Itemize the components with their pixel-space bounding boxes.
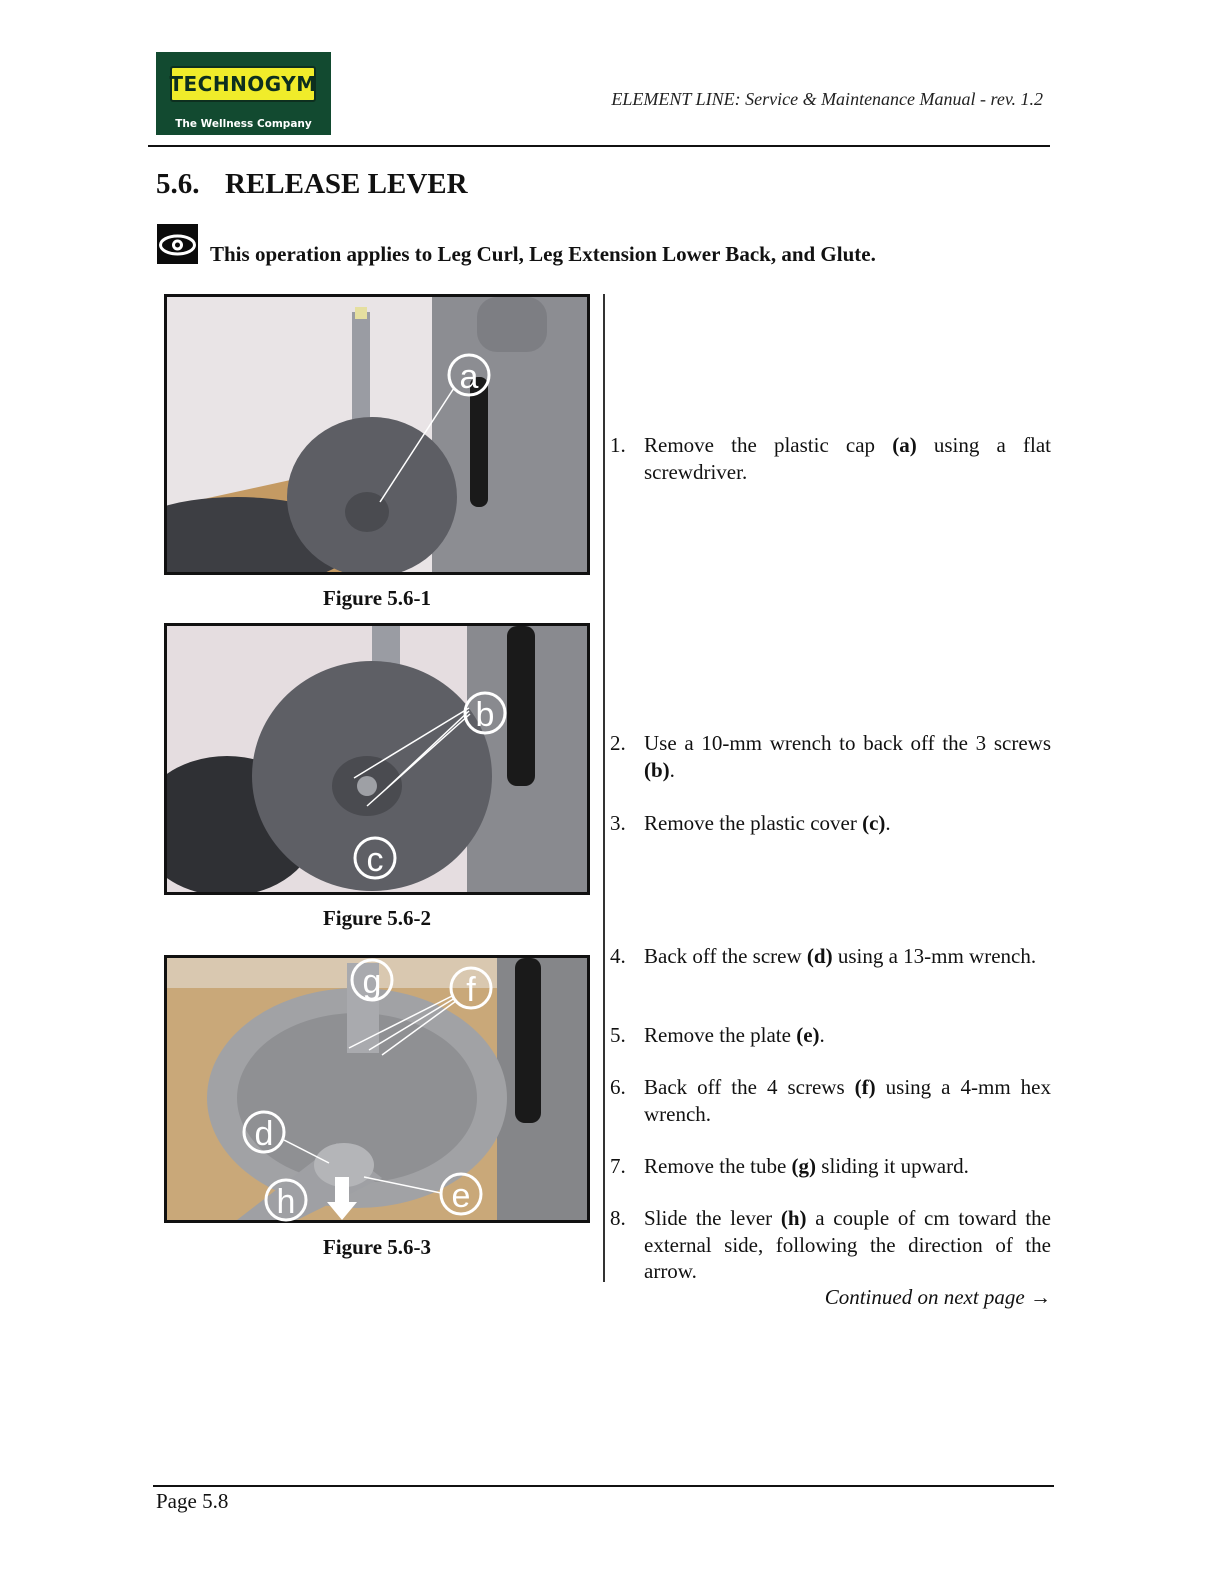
- applicability-note: This operation applies to Leg Curl, Leg Extension Lower Back, and Glute.: [210, 242, 876, 266]
- figure-5-6-3-callouts: [164, 955, 590, 1223]
- eye-icon: [157, 224, 198, 264]
- header-divider: [148, 145, 1050, 147]
- step-number: 7.: [610, 1154, 626, 1178]
- manual-title: ELEMENT LINE: Service & Maintenance Manual - rev. 1.2: [611, 89, 1043, 109]
- step-number: 4.: [610, 944, 626, 968]
- step-4: 4. Back off the screw (d) using a 13-mm wrench.: [610, 944, 1037, 968]
- part-ref: (a): [892, 433, 917, 457]
- callout-a-label: a: [459, 358, 479, 396]
- figure-5-6-1-caption: Figure 5.6-1: [322, 586, 432, 610]
- callout-d-label: d: [254, 1115, 274, 1153]
- step-1: 1. Remove the plastic cap (a) using a flat screwdriver.: [610, 433, 1051, 484]
- callout-c-label: c: [366, 841, 384, 879]
- section-number: 5.6.: [156, 168, 200, 200]
- page-number: Page 5.8: [156, 1489, 229, 1513]
- logo-tagline: The Wellness Company: [175, 118, 312, 130]
- step-3: 3. Remove the plastic cover (c).: [610, 811, 891, 835]
- figure-5-6-2-caption: Figure 5.6-2: [322, 906, 432, 930]
- step-8: 8. Slide the lever (h) a couple of cm toward the external side, following the direction of the arrow.: [610, 1206, 1052, 1283]
- part-ref: (h): [780, 1206, 807, 1230]
- callout-b-label: b: [475, 696, 495, 734]
- part-ref: (f): [854, 1075, 876, 1099]
- callout-g-label: g: [362, 963, 382, 1001]
- step-number: 2.: [610, 731, 626, 755]
- continued-note: Continued on next page →: [824, 1285, 1051, 1309]
- callout-h-label: h: [276, 1183, 296, 1221]
- part-ref: (c): [862, 811, 886, 835]
- technogym-logo: [156, 52, 331, 135]
- step-number: 6.: [610, 1075, 626, 1099]
- figure-5-6-2-callouts: [164, 623, 590, 895]
- step-number: 1.: [610, 433, 626, 457]
- figure-5-6-3-caption: Figure 5.6-3: [322, 1235, 432, 1259]
- part-ref: (e): [796, 1023, 820, 1047]
- callout-f-label: f: [466, 971, 476, 1009]
- logo-badge: [170, 66, 316, 102]
- part-ref: (b): [644, 757, 670, 782]
- footer-divider: [153, 1485, 1054, 1487]
- column-divider: [603, 294, 605, 1282]
- step-number: 8.: [610, 1206, 626, 1230]
- step-number: 5.: [610, 1023, 626, 1047]
- section-title: RELEASE LEVER: [225, 168, 468, 200]
- step-5: 5. Remove the plate (e).: [610, 1023, 825, 1047]
- logo-brand-text: TECHNOGYM: [169, 72, 317, 96]
- step-7: 7. Remove the tube (g) sliding it upward.: [610, 1154, 969, 1178]
- part-ref: (g): [791, 1154, 817, 1178]
- step-6: 6. Back off the 4 screws (f) using a 4-mm hex wrench.: [610, 1075, 1051, 1126]
- step-2: 2. Use a 10-mm wrench to back off the 3 screws (b).: [610, 731, 1051, 782]
- part-ref: (d): [806, 944, 833, 968]
- step-number: 3.: [610, 811, 626, 835]
- callout-e-label: e: [451, 1177, 471, 1215]
- figure-5-6-1-callouts: [164, 294, 590, 575]
